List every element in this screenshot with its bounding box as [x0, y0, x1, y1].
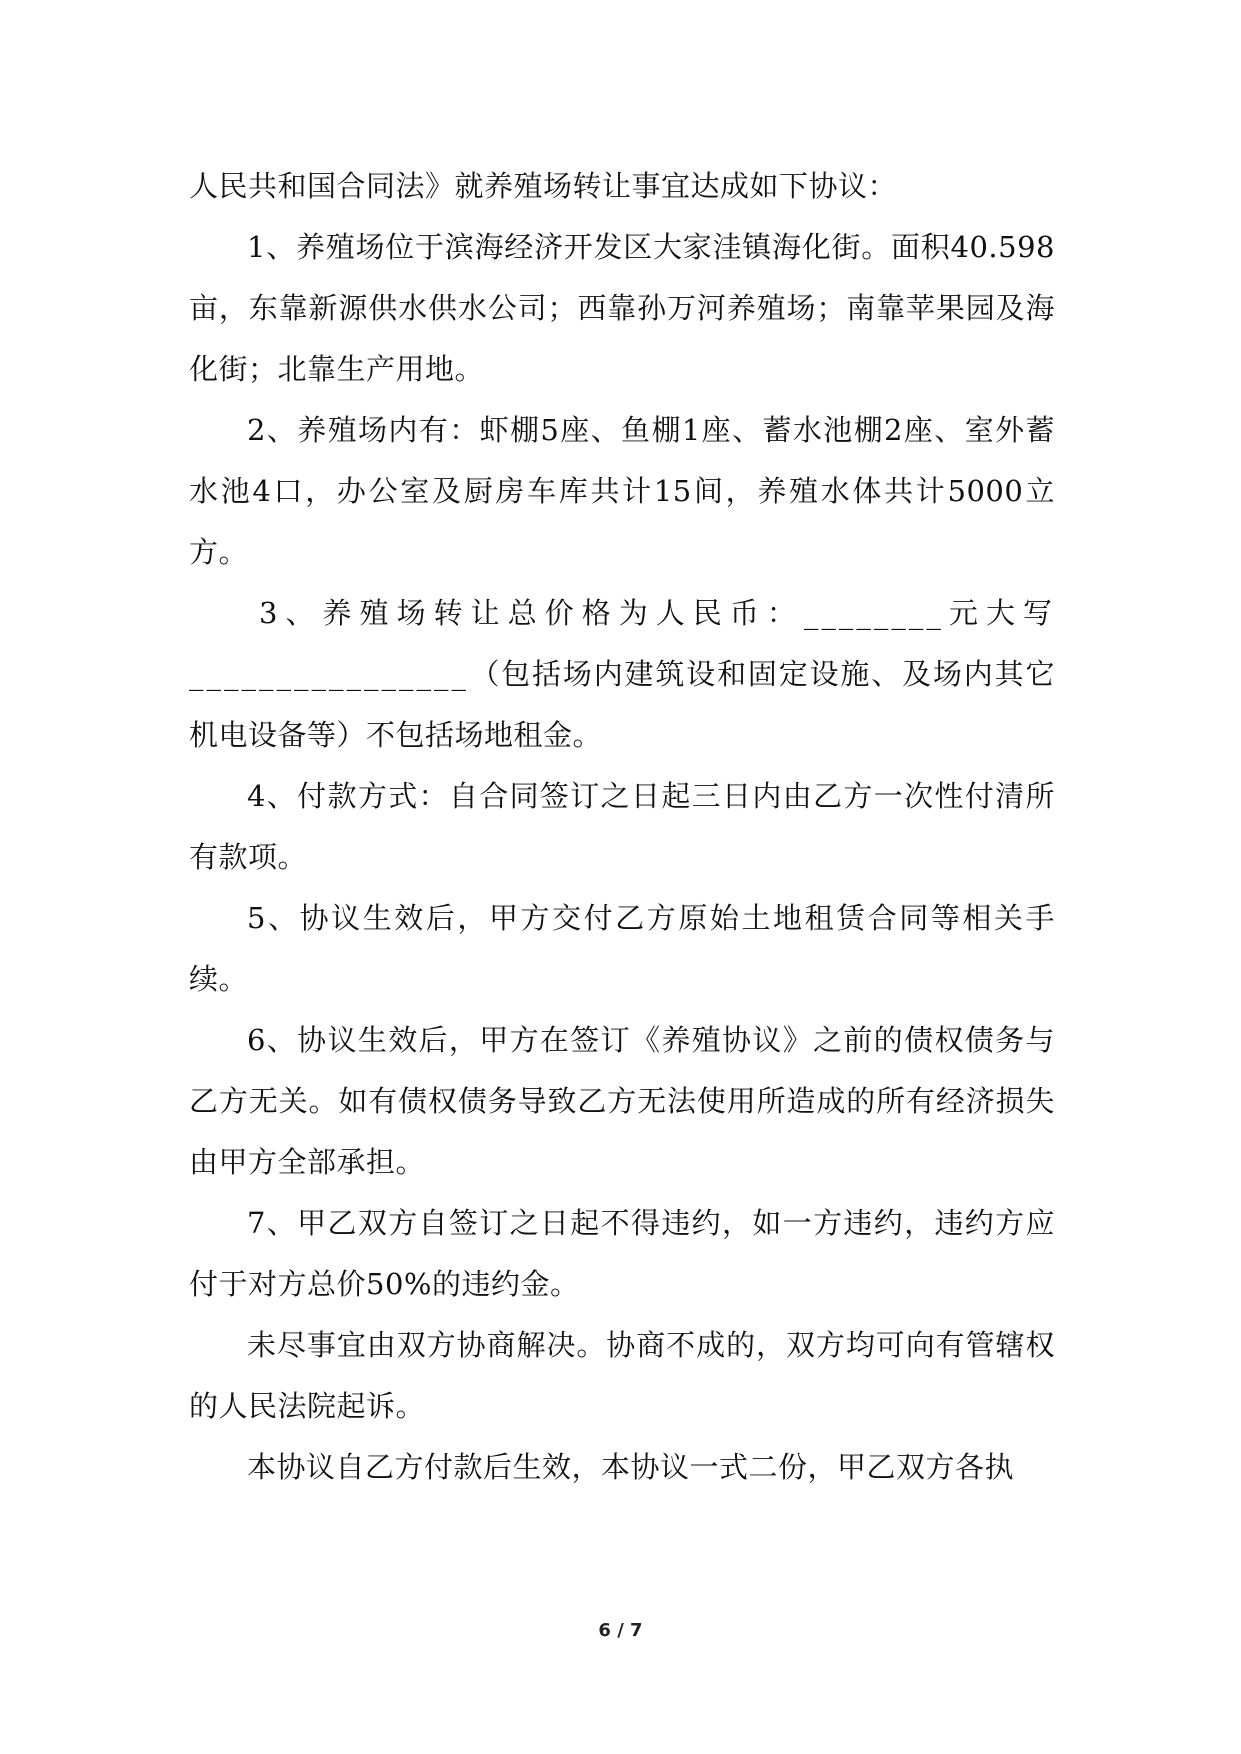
price-clause-text-2: 元大写	[943, 596, 1055, 630]
page-number: 6 / 7	[598, 1620, 643, 1641]
price-clause-text-1: 3、养殖场转让总价格为人民币：	[259, 596, 804, 630]
paragraph-intro: 人民共和国合同法》就养殖场转让事宜达成如下协议：	[189, 169, 898, 203]
paragraph-clause-1: 1、养殖场位于滨海经济开发区大家洼镇海化街。面积40.598亩，东靠新源供水供水公司；西靠孙万河养殖场；南靠苹果园及海化街；北靠生产用地。	[189, 230, 1055, 386]
paragraph-clause-6: 6、协议生效后，甲方在签订《养殖协议》之前的债权债务与乙方无关。如有债权债务导致乙方无法使用所造成的所有经济损失由甲方全部承担。	[189, 1023, 1055, 1179]
price-blank-uppercase: ________________	[189, 657, 469, 691]
paragraph-clause-5: 5、协议生效后，甲方交付乙方原始土地租赁合同等相关手续。	[189, 901, 1055, 996]
price-clause-text-3: （包括场内建筑设和固定设施、及场内其它机电设备等）不包括场地租金。	[189, 657, 1055, 752]
document-body	[189, 156, 1055, 1498]
paragraph-clause-4: 4、付款方式：自合同签订之日起三日内由乙方一次性付清所有款项。	[189, 779, 1055, 874]
paragraph-clause-2: 2、养殖场内有：虾棚5座、鱼棚1座、蓄水池棚2座、室外蓄水池4口，办公室及厨房车库共计15间，养殖水体共计5000立方。	[189, 413, 1055, 569]
paragraph-clause-7: 7、甲乙双方自签订之日起不得违约，如一方违约，违约方应付于对方总价50%的违约金。	[189, 1206, 1055, 1301]
paragraph-effective: 本协议自乙方付款后生效，本协议一式二份，甲乙双方各执	[247, 1450, 1015, 1484]
paragraph-dispute: 未尽事宜由双方协商解决。协商不成的，双方均可向有管辖权的人民法院起诉。	[189, 1328, 1055, 1423]
price-blank-amount: ________	[803, 596, 944, 630]
paragraph-clause-3	[189, 583, 1055, 766]
